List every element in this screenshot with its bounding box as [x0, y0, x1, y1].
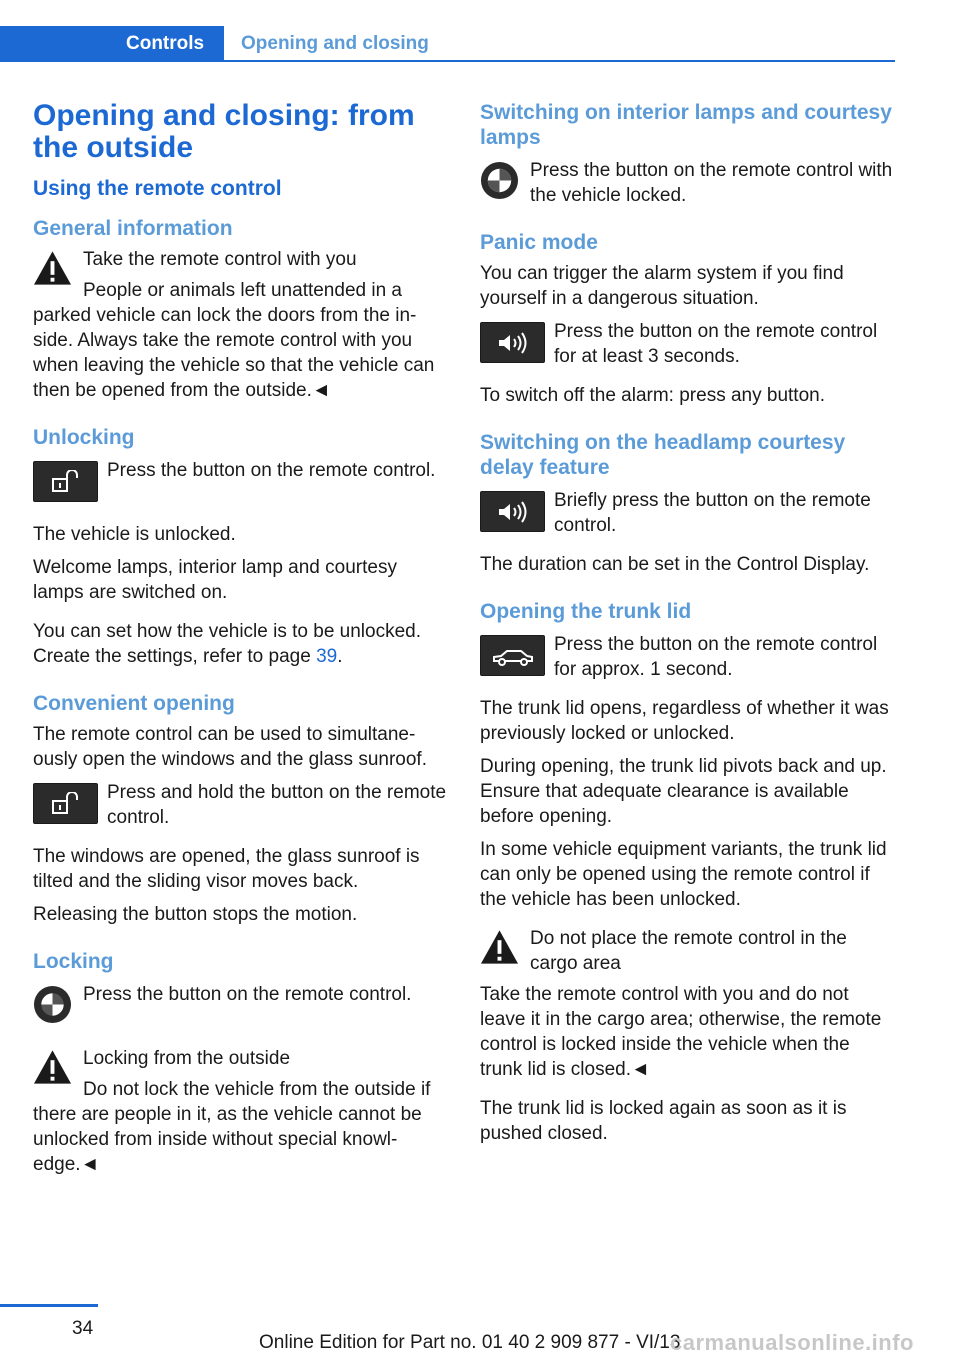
- panic-button-icon: [480, 491, 545, 532]
- page-title: Opening and closing: from the outside: [33, 99, 415, 164]
- paragraph: The duration can be set in the Control Display.: [480, 554, 870, 575]
- heading-interior-lamps: Switching on interior lamps and courtesy lamps: [480, 101, 892, 149]
- paragraph: The trunk lid is locked again as soon as it is pushed closed.: [480, 1098, 847, 1144]
- warning-body: People or animals left unattended in a parked vehicle can lock the doors from the inside. Always take the remote control with you when leaving the vehicle so that the vehicle can then be opened from the outside.◄: [33, 280, 435, 401]
- warning-title: Take the remote control with you: [83, 249, 357, 270]
- paragraph: The remote control can be used to simultaneously open the windows and the glass sunroof.: [33, 724, 427, 770]
- heading-trunk-lid: Opening the trunk lid: [480, 600, 692, 623]
- step-lock: [33, 982, 449, 1032]
- warning-icon: [33, 250, 72, 293]
- right-column: [480, 100, 896, 1154]
- heading-headlamp-courtesy: Switching on the headlamp courtesy delay feature: [480, 431, 846, 479]
- step-trunk: [480, 632, 896, 682]
- warning-icon: [33, 1049, 72, 1092]
- heading-convenient-opening: Convenient opening: [33, 692, 235, 715]
- unlock-button-icon: [33, 461, 98, 502]
- section-title: Using the remote control: [33, 177, 282, 200]
- trunk-button-icon: [480, 635, 545, 676]
- warning-cargo-area: [480, 926, 896, 1082]
- step-lock-text: Press the button on the remote control.: [83, 984, 412, 1005]
- paragraph: Welcome lamps, interior lamp and courtesy lamps are switched on.: [33, 557, 397, 603]
- tab-opening-and-closing[interactable]: Opening and closing: [241, 33, 429, 54]
- paragraph: To switch off the alarm: press any button.: [480, 385, 825, 406]
- warning-take-remote: [33, 247, 449, 403]
- bmw-logo-button-icon: [480, 161, 519, 207]
- paragraph: The vehicle is unlocked.: [33, 524, 236, 545]
- edition-note: Online Edition for Part no. 01 40 2 909 877 - VI/13: [259, 1332, 681, 1353]
- tab-controls[interactable]: [0, 26, 224, 62]
- paragraph: During opening, the trunk lid pivots back and up. Ensure that adequate clearance is available before opening.: [480, 756, 887, 827]
- header-rule: [224, 60, 895, 62]
- paragraph: In some vehicle equipment variants, the trunk lid can only be opened using the remote control if the vehicle has been unlocked.: [480, 839, 887, 910]
- page-number: 34: [72, 1318, 94, 1339]
- step-trunk-text: Press the button on the remote control for approx. 1 second.: [554, 634, 878, 680]
- heading-unlocking: Unlocking: [33, 426, 135, 449]
- step-headlamp: [480, 488, 896, 538]
- step-panic: [480, 319, 896, 369]
- step-convenient-text: Press and hold the button on the remote control.: [107, 782, 447, 828]
- heading-locking: Locking: [33, 950, 114, 973]
- heading-panic-mode: Panic mode: [480, 231, 598, 254]
- bmw-logo-button-icon: [33, 985, 72, 1031]
- tab-controls-label: Controls: [126, 33, 205, 54]
- step-panic-text: Press the button on the remote control for at least 3 seconds.: [554, 321, 878, 367]
- unlock-button-icon: [33, 783, 98, 824]
- page-header: [0, 26, 895, 62]
- step-unlock: [33, 458, 449, 508]
- step-interior-text: Press the button on the remote control with the vehicle locked.: [530, 160, 893, 206]
- warning-title: Do not place the remote control in the cargo area: [530, 928, 847, 974]
- footer-rule: [0, 1304, 98, 1307]
- left-column: [33, 100, 449, 1191]
- step-interior-lamps: [480, 158, 896, 208]
- paragraph: The windows are opened, the glass sunroof is tilted and the sliding visor moves back.: [33, 846, 420, 892]
- warning-title: Locking from the outside: [83, 1048, 291, 1069]
- warning-locking-outside: [33, 1046, 449, 1177]
- step-unlock-text: Press the button on the remote control.: [107, 460, 436, 481]
- panic-button-icon: [480, 322, 545, 363]
- heading-general-information: General information: [33, 217, 233, 240]
- paragraph: You can trigger the alarm system if you find yourself in a dangerous situation.: [480, 263, 844, 309]
- step-convenient: [33, 780, 449, 830]
- paragraph: The trunk lid opens, regardless of whether it was previously locked or unlocked.: [480, 698, 889, 744]
- step-headlamp-text: Briefly press the button on the remote control.: [554, 490, 871, 536]
- page-link[interactable]: 39: [316, 646, 338, 667]
- warning-body: Take the remote control with you and do not leave it in the cargo area; otherwise, the remote control is locked inside the vehicle when the trunk lid is closed.◄: [480, 984, 882, 1080]
- paragraph: Releasing the button stops the motion.: [33, 904, 358, 925]
- warning-body: Do not lock the vehicle from the outside if there are people in it, as the vehicle cannot be unlocked from inside without special knowledge.◄: [33, 1079, 431, 1175]
- warning-icon: [480, 929, 519, 972]
- watermark: carmanualsonline.info: [670, 1330, 914, 1355]
- paragraph: You can set how the vehicle is to be unlocked. Create the settings, refer to page 39.: [33, 621, 421, 667]
